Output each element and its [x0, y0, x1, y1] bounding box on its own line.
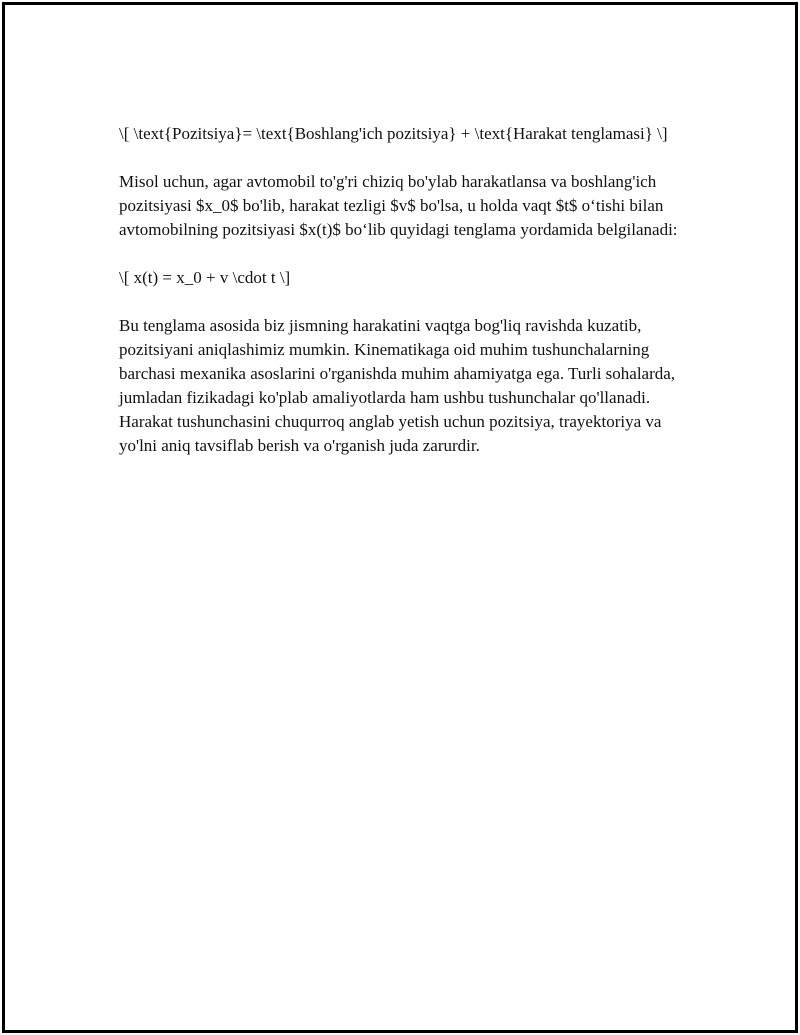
- paragraph-car-example: Misol uchun, agar avtomobil to'g'ri chiziq bo'ylab harakatlansa va boshlang'ich pozitsiyasi $x_0$ bo'lib, harakat tezligi $v$ bo'lsa, u holda vaqt $t$ o‘tishi bilan avtomobilning pozitsiyasi $x(t)$ bo‘lib quyidagi tenglama yordamida belgilanadi:: [119, 172, 678, 239]
- document-page: [2, 2, 798, 1033]
- paragraph-conclusion: Bu tenglama asosida biz jismning harakatini vaqtga bog'liq ravishda kuzatib, pozitsiyani aniqlashimiz mumkin. Kinematikaga oid muhim tushunchalarning barchasi mexanika asoslarini o'rganishda muhim ahamiyatga ega. Turli sohalarda, jumladan fizikadagi ko'plab amaliyotlarda ham ushbu tushunchalar qo'llanadi. Harakat tushunchasini chuqurroq anglab yetish uchun pozitsiya, trayektoriya va yo'lni aniq tavsiflab berish va o'rganish juda zarurdir.: [119, 316, 676, 455]
- document-body: [119, 122, 699, 482]
- equation-position-of-time: \[ x(t) = x_0 + v \cdot t \]: [119, 268, 291, 287]
- equation-position-definition: \[ \text{Pozitsiya}= \text{Boshlang'ich pozitsiya} + \text{Harakat tenglamasi} \]: [119, 124, 668, 143]
